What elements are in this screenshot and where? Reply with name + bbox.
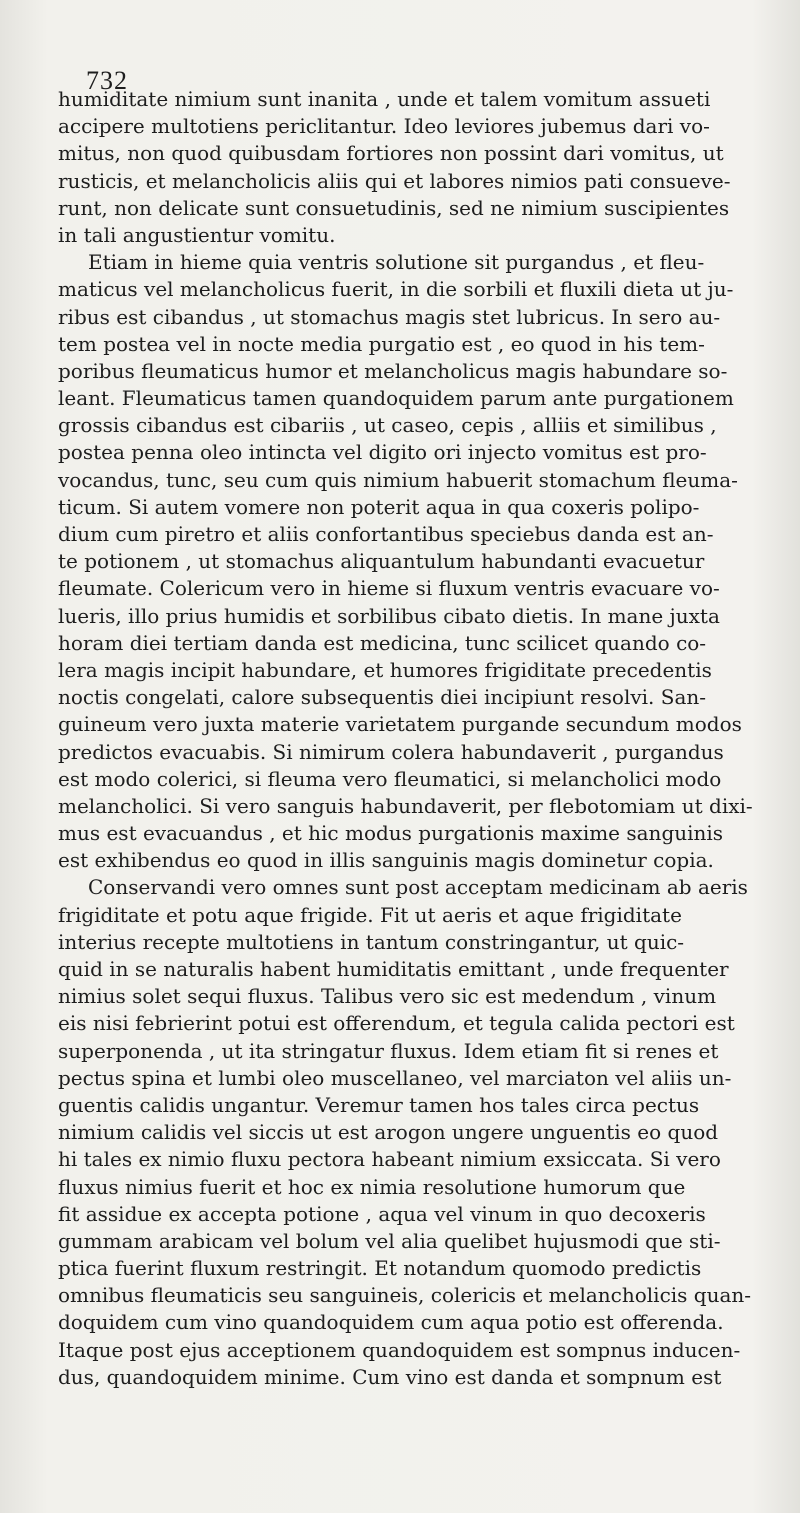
text-line: horam diei tertiam danda est medicina, tunc scilicet quando co-: [58, 630, 707, 655]
text-line: Conservandi vero omnes sunt post acceptam medicinam ab aeris: [88, 875, 748, 900]
text-line: vocandus, tunc, seu cum quis nimium habuerit stomachum fleuma-: [58, 467, 738, 492]
text-line: ptica fuerint fluxum restringit. Et notandum quomodo predictis: [58, 1256, 702, 1281]
text-line: runt, non delicate sunt consuetudinis, sed ne nimium suscipientes: [58, 195, 730, 220]
text-line: ticum. Si autem vomere non poterit aqua in qua coxeris polipo-: [58, 494, 700, 519]
text-line: rusticis, et melancholicis aliis qui et labores nimios pati consueve-: [58, 168, 731, 193]
text-line: accipere multotiens periclitantur. Ideo leviores jubemus dari vo-: [58, 114, 710, 139]
text-line: gummam arabicam vel bolum vel alia quelibet hujusmodi que sti-: [58, 1228, 721, 1253]
text-line: melancholici. Si vero sanguis habundaverit, per flebotomiam ut dixi-: [58, 793, 753, 818]
text-line: tem postea vel in nocte media purgatio est , eo quod in his tem-: [58, 331, 705, 356]
text-line: mitus, non quod quibusdam fortiores non possint dari vomitus, ut: [58, 141, 724, 166]
text-line: Itaque post ejus acceptionem quandoquidem est sompnus inducen-: [58, 1337, 741, 1362]
text-line: dium cum piretro et aliis confortantibus speciebus danda est an-: [58, 522, 714, 546]
text-line: predictos evacuabis. Si nimirum colera habundaverit , purgandus: [58, 739, 724, 764]
text-line: ribus est cibandus , ut stomachus magis stet lubricus. In sero au-: [58, 304, 721, 329]
text-line: nimium calidis vel siccis ut est arogon ungere unguentis eo quod: [58, 1120, 719, 1145]
text-line: omnibus fleumaticis seu sanguineis, colericis et melancholicis quan-: [58, 1283, 752, 1308]
text-line: mus est evacuandus , et hic modus purgationis maxime sanguinis: [58, 821, 724, 846]
text-line: est modo colerici, si fleuma vero fleumatici, si melancholici modo: [58, 766, 722, 791]
text-line: fleumate. Colericum vero in hieme si fluxum ventris evacuare vo-: [58, 576, 720, 601]
text-line: poribus fleumaticus humor et melancholicus magis habundare so-: [58, 358, 728, 383]
text-line: leant. Fleumaticus tamen quandoquidem parum ante purgationem: [58, 386, 734, 411]
text-line: fluxus nimius fuerit et hoc ex nimia resolutione humorum que: [58, 1174, 686, 1199]
text-line: nimius solet sequi fluxus. Talibus vero sic est medendum , vinum: [58, 984, 717, 1009]
text-line: fit assidue ex accepta potione , aqua vel vinum in quo decoxeris: [58, 1201, 706, 1226]
text-line: in tali angustientur vomitu.: [58, 222, 336, 247]
body-text: [58, 86, 768, 1391]
text-line: guineum vero juxta materie varietatem purgande secundum modos: [58, 712, 742, 737]
text-line: humiditate nimium sunt inanita , unde et talem vomitum assueti: [58, 87, 711, 111]
page-number: 732: [86, 66, 128, 95]
text-line: lueris, illo prius humidis et sorbilibus cibato dietis. In mane juxta: [58, 603, 720, 628]
text-line: doquidem cum vino quandoquidem cum aqua potio est offerenda.: [58, 1310, 724, 1335]
text-line: guentis calidis ungantur. Veremur tamen hos tales circa pectus: [58, 1092, 700, 1117]
text-line: dus, quandoquidem minime. Cum vino est danda et sompnum est: [58, 1364, 722, 1389]
text-line: noctis congelati, calore subsequentis diei incipiunt resolvi. San-: [58, 685, 707, 710]
text-line: eis nisi febrierint potui est offerendum, et tegula calida pectori est: [58, 1011, 735, 1036]
text-line: te potionem , ut stomachus aliquantulum habundanti evacuetur: [58, 549, 705, 574]
text-line: frigiditate et potu aque frigide. Fit ut aeris et aque frigiditate: [58, 902, 682, 927]
text-line: interius recepte multotiens in tantum constringantur, ut quic-: [58, 929, 685, 954]
text-line: est exhibendus eo quod in illis sanguinis magis dominetur copia.: [58, 848, 714, 873]
text-line: Etiam in hieme quia ventris solutione sit purgandus , et fleu-: [88, 250, 705, 275]
text-line: quid in se naturalis habent humiditatis emittant , unde frequenter: [58, 957, 729, 981]
text-line: lera magis incipit habundare, et humores frigiditate precedentis: [58, 657, 712, 682]
text-line: postea penna oleo intincta vel digito ori injecto vomitus est pro-: [58, 440, 707, 465]
text-line: maticus vel melancholicus fuerit, in die sorbili et fluxili dieta ut ju-: [58, 277, 734, 302]
text-line: superponenda , ut ita stringatur fluxus. Idem etiam fit si renes et: [58, 1038, 719, 1063]
text-line: pectus spina et lumbi oleo muscellaneo, vel marciaton vel aliis un-: [58, 1065, 732, 1090]
text-line: hi tales ex nimio fluxu pectora habeant nimium exsiccata. Si vero: [58, 1147, 721, 1172]
text-line: grossis cibandus est cibariis , ut caseo, cepis , alliis et similibus ,: [58, 413, 717, 438]
